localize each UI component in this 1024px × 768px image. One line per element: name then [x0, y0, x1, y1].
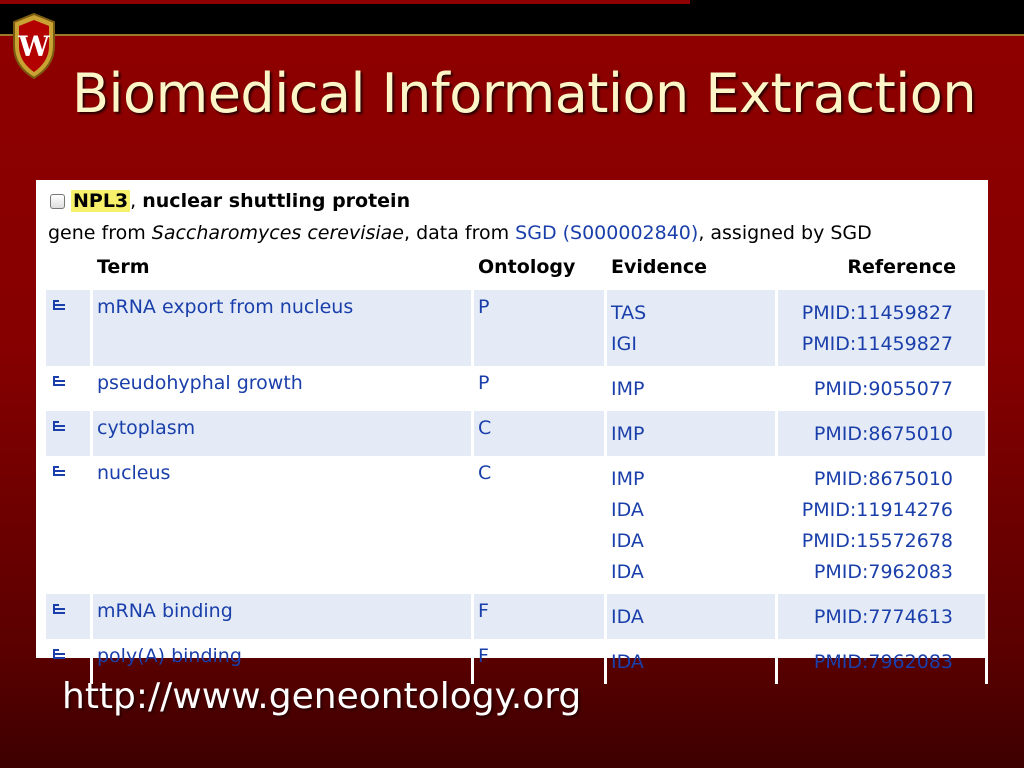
top-bar [0, 0, 1024, 36]
tree-view-icon[interactable] [52, 296, 68, 310]
tree-view-icon[interactable] [52, 462, 68, 476]
gene-name: nuclear shuttling protein [142, 190, 411, 212]
pmid-link[interactable]: PMID:8675010 [813, 468, 953, 490]
table-row [46, 456, 988, 594]
header-reference[interactable]: Reference [847, 256, 956, 278]
ontology-link[interactable]: C [474, 411, 607, 456]
pmid-link[interactable]: PMID:9055077 [813, 378, 953, 400]
reference-cell [778, 366, 988, 411]
pmid-link[interactable]: PMID:11914276 [801, 499, 953, 521]
evidence-code-link[interactable]: IMP [611, 378, 645, 400]
slide-title: Biomedical Information Extraction [72, 62, 977, 125]
reference-cell [778, 639, 988, 684]
go-term-link[interactable]: poly(A) binding [93, 639, 474, 684]
row-icon-cell [46, 366, 93, 411]
checkbox-icon[interactable] [50, 194, 65, 209]
svg-text:W: W [18, 30, 50, 63]
pmid-link[interactable]: PMID:8675010 [813, 423, 953, 445]
evidence-code-link[interactable]: IMP [611, 423, 645, 445]
evidence-cell [607, 594, 778, 639]
table-row [46, 594, 988, 639]
annotation-rows [46, 290, 988, 684]
ontology-link[interactable]: C [474, 456, 607, 594]
evidence-cell [607, 290, 778, 366]
evidence-code-link[interactable]: IGI [611, 333, 637, 355]
tree-view-icon[interactable] [52, 645, 68, 659]
evidence-cell [607, 639, 778, 684]
gene-name-separator: , [130, 190, 143, 212]
evidence-code-link[interactable]: IDA [611, 651, 644, 673]
go-term-link[interactable]: cytoplasm [93, 411, 474, 456]
evidence-cell [607, 456, 778, 594]
ontology-link[interactable]: P [474, 290, 607, 366]
top-bar-accent [0, 0, 690, 4]
evidence-code-link[interactable]: IDA [611, 606, 644, 628]
reference-cell [778, 411, 988, 456]
uw-crest-icon [8, 10, 60, 82]
pmid-link[interactable]: PMID:7774613 [813, 606, 953, 628]
gene-heading [50, 190, 410, 212]
tree-view-icon[interactable] [52, 417, 68, 431]
organism-name: Saccharomyces cerevisiae [151, 222, 404, 244]
go-term-link[interactable]: mRNA binding [93, 594, 474, 639]
top-bar-divider [0, 34, 1024, 36]
pmid-link[interactable]: PMID:11459827 [801, 333, 953, 355]
gene-source-line [48, 222, 872, 244]
ontology-link[interactable]: P [474, 366, 607, 411]
pmid-link[interactable]: PMID:7962083 [813, 561, 953, 583]
table-row [46, 366, 988, 411]
gene-meta-mid: , data from [404, 222, 516, 244]
table-row [46, 290, 988, 366]
ontology-link[interactable]: F [474, 639, 607, 684]
reference-cell [778, 290, 988, 366]
tree-view-icon[interactable] [52, 372, 68, 386]
pmid-link[interactable]: PMID:7962083 [813, 651, 953, 673]
sgd-source-link[interactable]: SGD (S000002840) [515, 222, 699, 244]
evidence-cell [607, 366, 778, 411]
header-ontology[interactable]: Ontology [478, 256, 576, 278]
go-term-link[interactable]: mRNA export from nucleus [93, 290, 474, 366]
table-header-row [46, 252, 988, 290]
evidence-code-link[interactable]: IDA [611, 561, 644, 583]
ontology-link[interactable]: F [474, 594, 607, 639]
gene-ontology-panel [36, 180, 988, 673]
go-term-link[interactable]: nucleus [93, 456, 474, 594]
reference-cell [778, 594, 988, 639]
tree-view-icon[interactable] [52, 600, 68, 614]
annotation-table [46, 252, 988, 684]
source-url[interactable]: http://www.geneontology.org [62, 676, 582, 717]
gene-meta-prefix: gene from [48, 222, 152, 244]
pmid-link[interactable]: PMID:15572678 [801, 530, 953, 552]
gene-symbol[interactable]: NPL3 [73, 190, 129, 212]
row-icon-cell [46, 456, 93, 594]
evidence-code-link[interactable]: IDA [611, 499, 644, 521]
pmid-link[interactable]: PMID:11459827 [801, 302, 953, 324]
row-icon-cell [46, 290, 93, 366]
row-icon-cell [46, 594, 93, 639]
gene-meta-suffix: , assigned by SGD [698, 222, 872, 244]
row-icon-cell [46, 411, 93, 456]
evidence-code-link[interactable]: TAS [611, 302, 647, 324]
header-icon-column [46, 252, 93, 290]
header-term[interactable]: Term [97, 256, 150, 278]
header-evidence[interactable]: Evidence [611, 256, 708, 278]
go-term-link[interactable]: pseudohyphal growth [93, 366, 474, 411]
reference-cell [778, 456, 988, 594]
evidence-code-link[interactable]: IDA [611, 530, 644, 552]
evidence-cell [607, 411, 778, 456]
evidence-code-link[interactable]: IMP [611, 468, 645, 490]
table-row [46, 411, 988, 456]
